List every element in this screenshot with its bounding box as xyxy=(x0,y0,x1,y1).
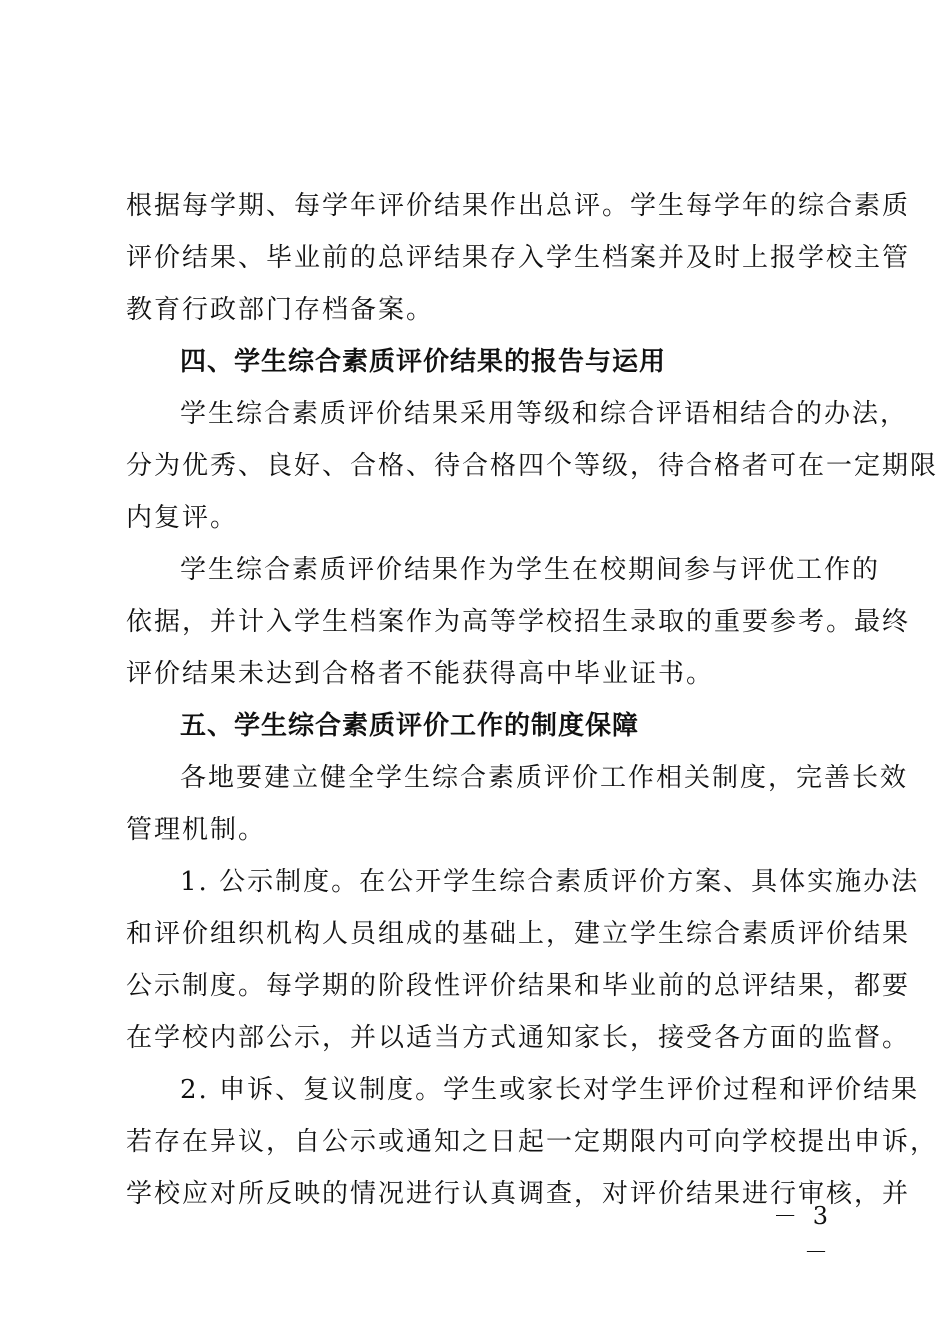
body-text-line: 根据每学期、每学年评价结果作出总评。学生每学年的综合素质 xyxy=(126,191,911,221)
body-text-line: 管理机制。 xyxy=(126,815,267,845)
section-heading-4: 四、学生综合素质评价结果的报告与运用 xyxy=(180,347,667,377)
body-text-line: 在学校内部公示，并以适当方式通知家长，接受各方面的监督。 xyxy=(126,1023,911,1053)
body-text-line: 教育行政部门存档备案。 xyxy=(126,295,435,325)
list-item-2-line: 2. 申诉、复议制度。学生或家长对学生评价过程和评价结果 xyxy=(180,1075,920,1105)
body-text-line: 学生综合素质评价结果采用等级和综合评语相结合的办法， xyxy=(180,399,909,429)
section-heading-5: 五、学生综合素质评价工作的制度保障 xyxy=(180,711,640,741)
body-text-line: 各地要建立健全学生综合素质评价工作相关制度，完善长效 xyxy=(180,763,909,793)
body-text-line: 公示制度。每学期的阶段性评价结果和毕业前的总评结果，都要 xyxy=(126,971,911,1001)
body-text-line: 若存在异议，自公示或通知之日起一定期限内可向学校提出申诉， xyxy=(126,1127,939,1157)
document-body xyxy=(126,180,939,1220)
body-text-line: 学校应对所反映的情况进行认真调查，对评价结果进行审核，并 xyxy=(126,1179,911,1209)
body-text-line: 依据，并计入学生档案作为高等学校招生录取的重要参考。最终 xyxy=(126,607,911,637)
page-number: － 3 － xyxy=(773,1202,832,1266)
body-text-line: 学生综合素质评价结果作为学生在校期间参与评优工作的 xyxy=(180,555,881,585)
body-text-line: 内复评。 xyxy=(126,503,239,533)
body-text-line: 评价结果未达到合格者不能获得高中毕业证书。 xyxy=(126,659,715,689)
list-item-1-line: 1. 公示制度。在公开学生综合素质评价方案、具体实施办法 xyxy=(180,867,920,897)
body-text-line: 分为优秀、良好、合格、待合格四个等级，待合格者可在一定期限 xyxy=(126,451,939,481)
body-text-line: 和评价组织机构人员组成的基础上，建立学生综合素质评价结果 xyxy=(126,919,911,949)
body-text-line: 评价结果、毕业前的总评结果存入学生档案并及时上报学校主管 xyxy=(126,243,911,273)
